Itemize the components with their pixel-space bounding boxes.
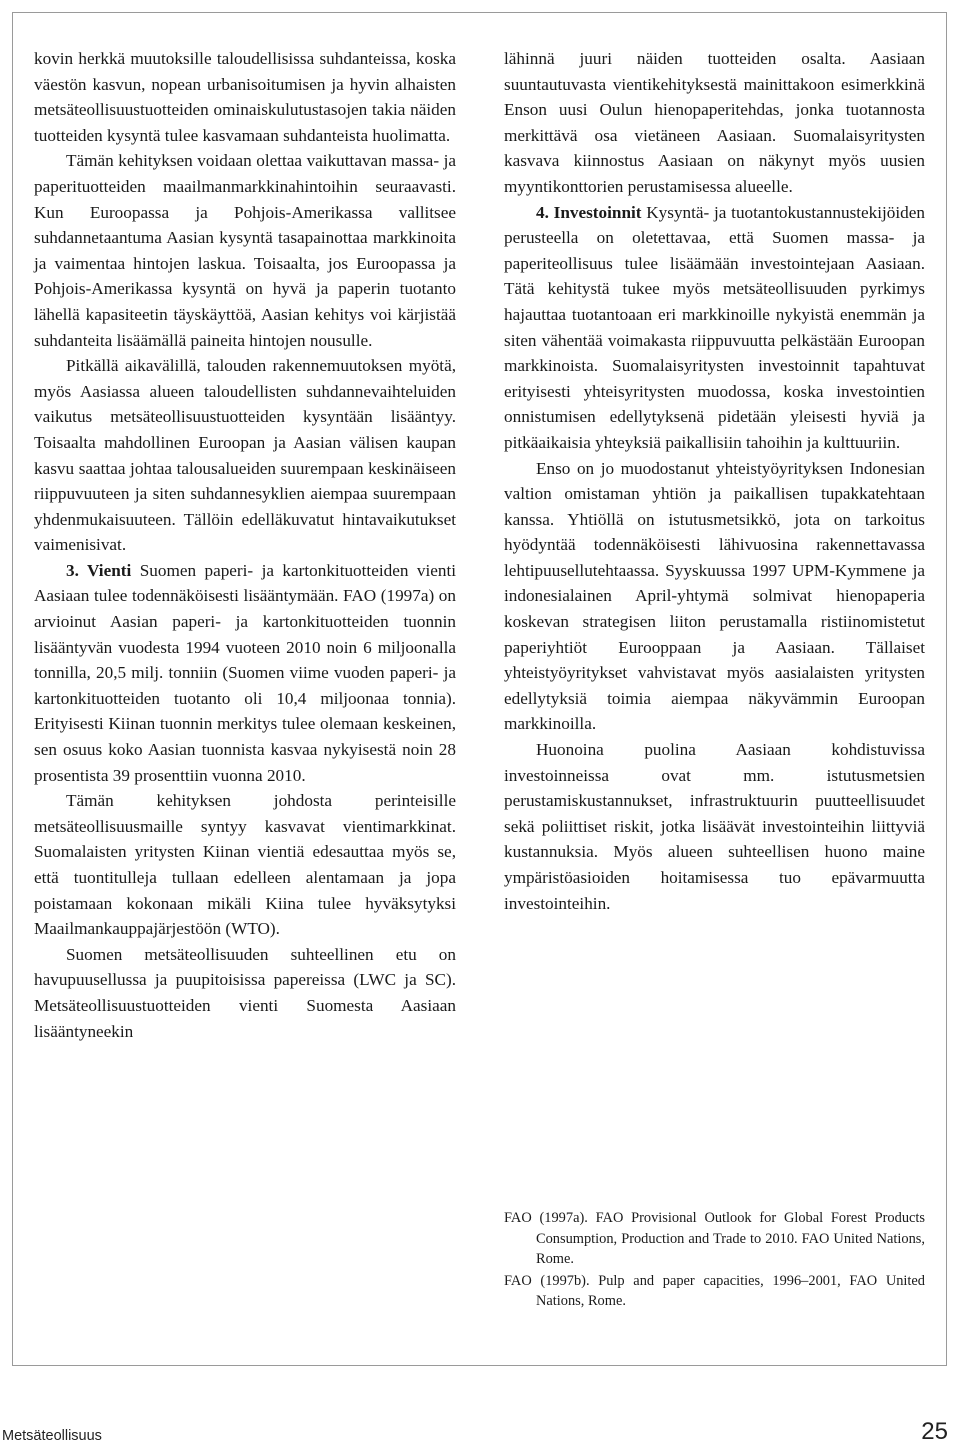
section-3-text: Suomen paperi- ja kartonkituotteiden vienti Aasiaan tulee todennäköisesti lisääntymään. FAO (1997a) on arvioinut Aasian paperi- ja kartonkituotteiden tuonnin lisääntyvän vuodesta 1994 vuoteen 2010 noin 6 miljoonalla tonnilla, 20,5 milj. tonniin (Suomen viime vuoden paperi- ja kartonkituotteiden tuotanto oli 10,4 miljoonaa tonnia). Erityisesti Kiinan tuonnin merkitys tulee olemaan keskeinen, sen osuus koko Aasian tuonnista kasvaa nykyisestä noin 28 prosentista 39 prosenttiin vuonna 2010. — [34, 560, 457, 785]
section-3-paragraph — [34, 558, 456, 788]
reference-item: FAO (1997b). Pulp and paper capacities, 1996–2001, FAO United Nations, Rome. — [504, 1272, 925, 1310]
left-paragraph-2: Tämän kehityksen voidaan olettaa vaikuttavan massa- ja paperituotteiden maailmanmarkkinahintoihin seuraavasti. Kun Euroopassa ja Pohjois-Amerikassa vallitsee suhdannetaantuma Aasian kysyntä tasapainottaa markkinoita ja vaimentaa hintojen laskua. Toisaalta, jos Euroopassa ja Pohjois-Amerikassa kysyntä on hyvä ja paperin tuotanto lähellä kapasiteetin täyskäyttöä, Aasian kehitys voi kärjistää suhdanteita lisäämällä paineita hintojen nousulle. — [34, 151, 456, 350]
section-4-text: Kysyntä- ja tuotantokustannustekijöiden perusteella on oletettavaa, että Suomen massa- ja paperiteollisuus tulee lisäämään investointejaan Aasiaan. Tätä kehitystä tukee myös metsäteollisuuden pyrkimys hajauttaa tuotantoaan eri markkinoille nykyistä enemmän ja siten vähentää voimakasta riippuvuutta pelkästään Euroopan markkinoista. Suomalaisyritysten investoinnit tapahtuvat erityisesti yhteisyritysten muodossa, koska investointien onnistumisen edellytyksenä pidetään yleisesti hyviä ja pitkäaikaisia yhteyksiä paikallisiin tahoihin ja kulttuuriin. — [504, 202, 925, 452]
section-4-heading: 4. Investoinnit — [536, 202, 642, 222]
left-paragraph-3: Pitkällä aikavälillä, talouden rakennemuutoksen myötä, myös Aasiassa alueen taloudellisten suhdannevaihteluiden vaikutus metsäteollisuustuotteiden kysyntään lisääntyy. Toisaalta mahdollinen Euroopan ja Aasian välisen kaupan kasvu saattaa johtaa talousalueiden suurempaan keskinäiseen riippuvuuteen ja siten suhdannesyklien aiempaa suurempaan yhdenmukaisuuteen. Tällöin edelläkuvatut hintavaikutukset vaimenisivat. — [34, 356, 456, 555]
right-paragraph-3: Enso on jo muodostanut yhteistyöyrityksen Indonesian valtion omistaman yhtiön ja paikallisen tupakkatehtaan kanssa. Yhtiöllä on istutusmetsikkö, jota on tarkoitus hyödyntää todennäköisesti lähivuosina rakennettavassa lehtipuusellutehtaassa. Syyskuussa 1997 UPM-Kymmene ja indonesialainen April-yhtymä solmivat hienopaperia koskevan strategisen liiton perustamalla ristiinomistetut paperiyhtiöt Eurooppaan ja Aasiaan. Tällaiset yhteistyöyritykset vahvistavat myös aasialaisten yritysten edellytyksiä toimia aiempaa näkyvämmin Euroopan markkinoilla. — [504, 458, 925, 734]
right-column — [504, 46, 925, 916]
left-column — [34, 46, 456, 1044]
left-paragraph-1: kovin herkkä muutoksille taloudellisissa suhdanteissa, koska väestön kasvun, nopean urbanisoitumisen ja hyvin alhaisten metsäteollisuustuotteiden ominaiskulutustasojen takia näiden tuotteiden kysyntä tulee kasvamaan suhdanteista huolimatta. — [34, 49, 456, 145]
section-3-heading: 3. Vienti — [66, 560, 132, 580]
right-paragraph-1: lähinnä juuri näiden tuotteiden osalta. Aasiaan suuntautuvasta vientikehityksestä mainittakoon esimerkkinä Enson uusi Oulun hienopaperitehdas, jonka tuotannosta merkittävä osa vietäneen Aasiaan. Suomalaisyritysten kasvava kiinnostus Aasiaan on näkynyt myös uusien myyntikonttorien perustamisessa alueelle. — [504, 49, 925, 196]
page-number: 25 — [921, 1418, 948, 1445]
references — [504, 1208, 925, 1313]
left-paragraph-5: Tämän kehityksen johdosta perinteisille metsäteollisuusmaille syntyy kasvavat vientimarkkinat. Suomalaisten yritysten Kiinan vientiä edesauttaa myös se, että tuontitulleja tullaan edelleen alentamaan ja jopa poistamaan kokonaan mikäli Kiina tulee hyväksytyksi Maailmankauppajärjestöön (WTO). — [34, 791, 456, 939]
section-4-paragraph — [504, 200, 925, 456]
reference-item: FAO (1997a). FAO Provisional Outlook for Global Forest Products Consumption, Production and Trade to 2010. FAO United Nations, Rome. — [504, 1210, 925, 1268]
right-paragraph-4: Huonoina puolina Aasiaan kohdistuvissa investoinneissa ovat mm. istutusmetsien perustamiskustannukset, infrastruktuurin puutteellisuudet sekä poliittiset riskit, jotka lisäävät investointeihin liittyviä kustannuksia. Myös alueen suhteellisen huono maine ympäristöasioiden hoitamisessa tuo epävarmuutta investointeihin. — [504, 740, 925, 913]
publication-name: Metsäteollisuus — [2, 1428, 102, 1444]
left-paragraph-6: Suomen metsäteollisuuden suhteellinen etu on havupuusellussa ja puupitoisissa papereissa (LWC ja SC). Metsäteollisuustuotteiden vienti Suomesta Aasiaan lisääntyneekin — [34, 944, 456, 1041]
